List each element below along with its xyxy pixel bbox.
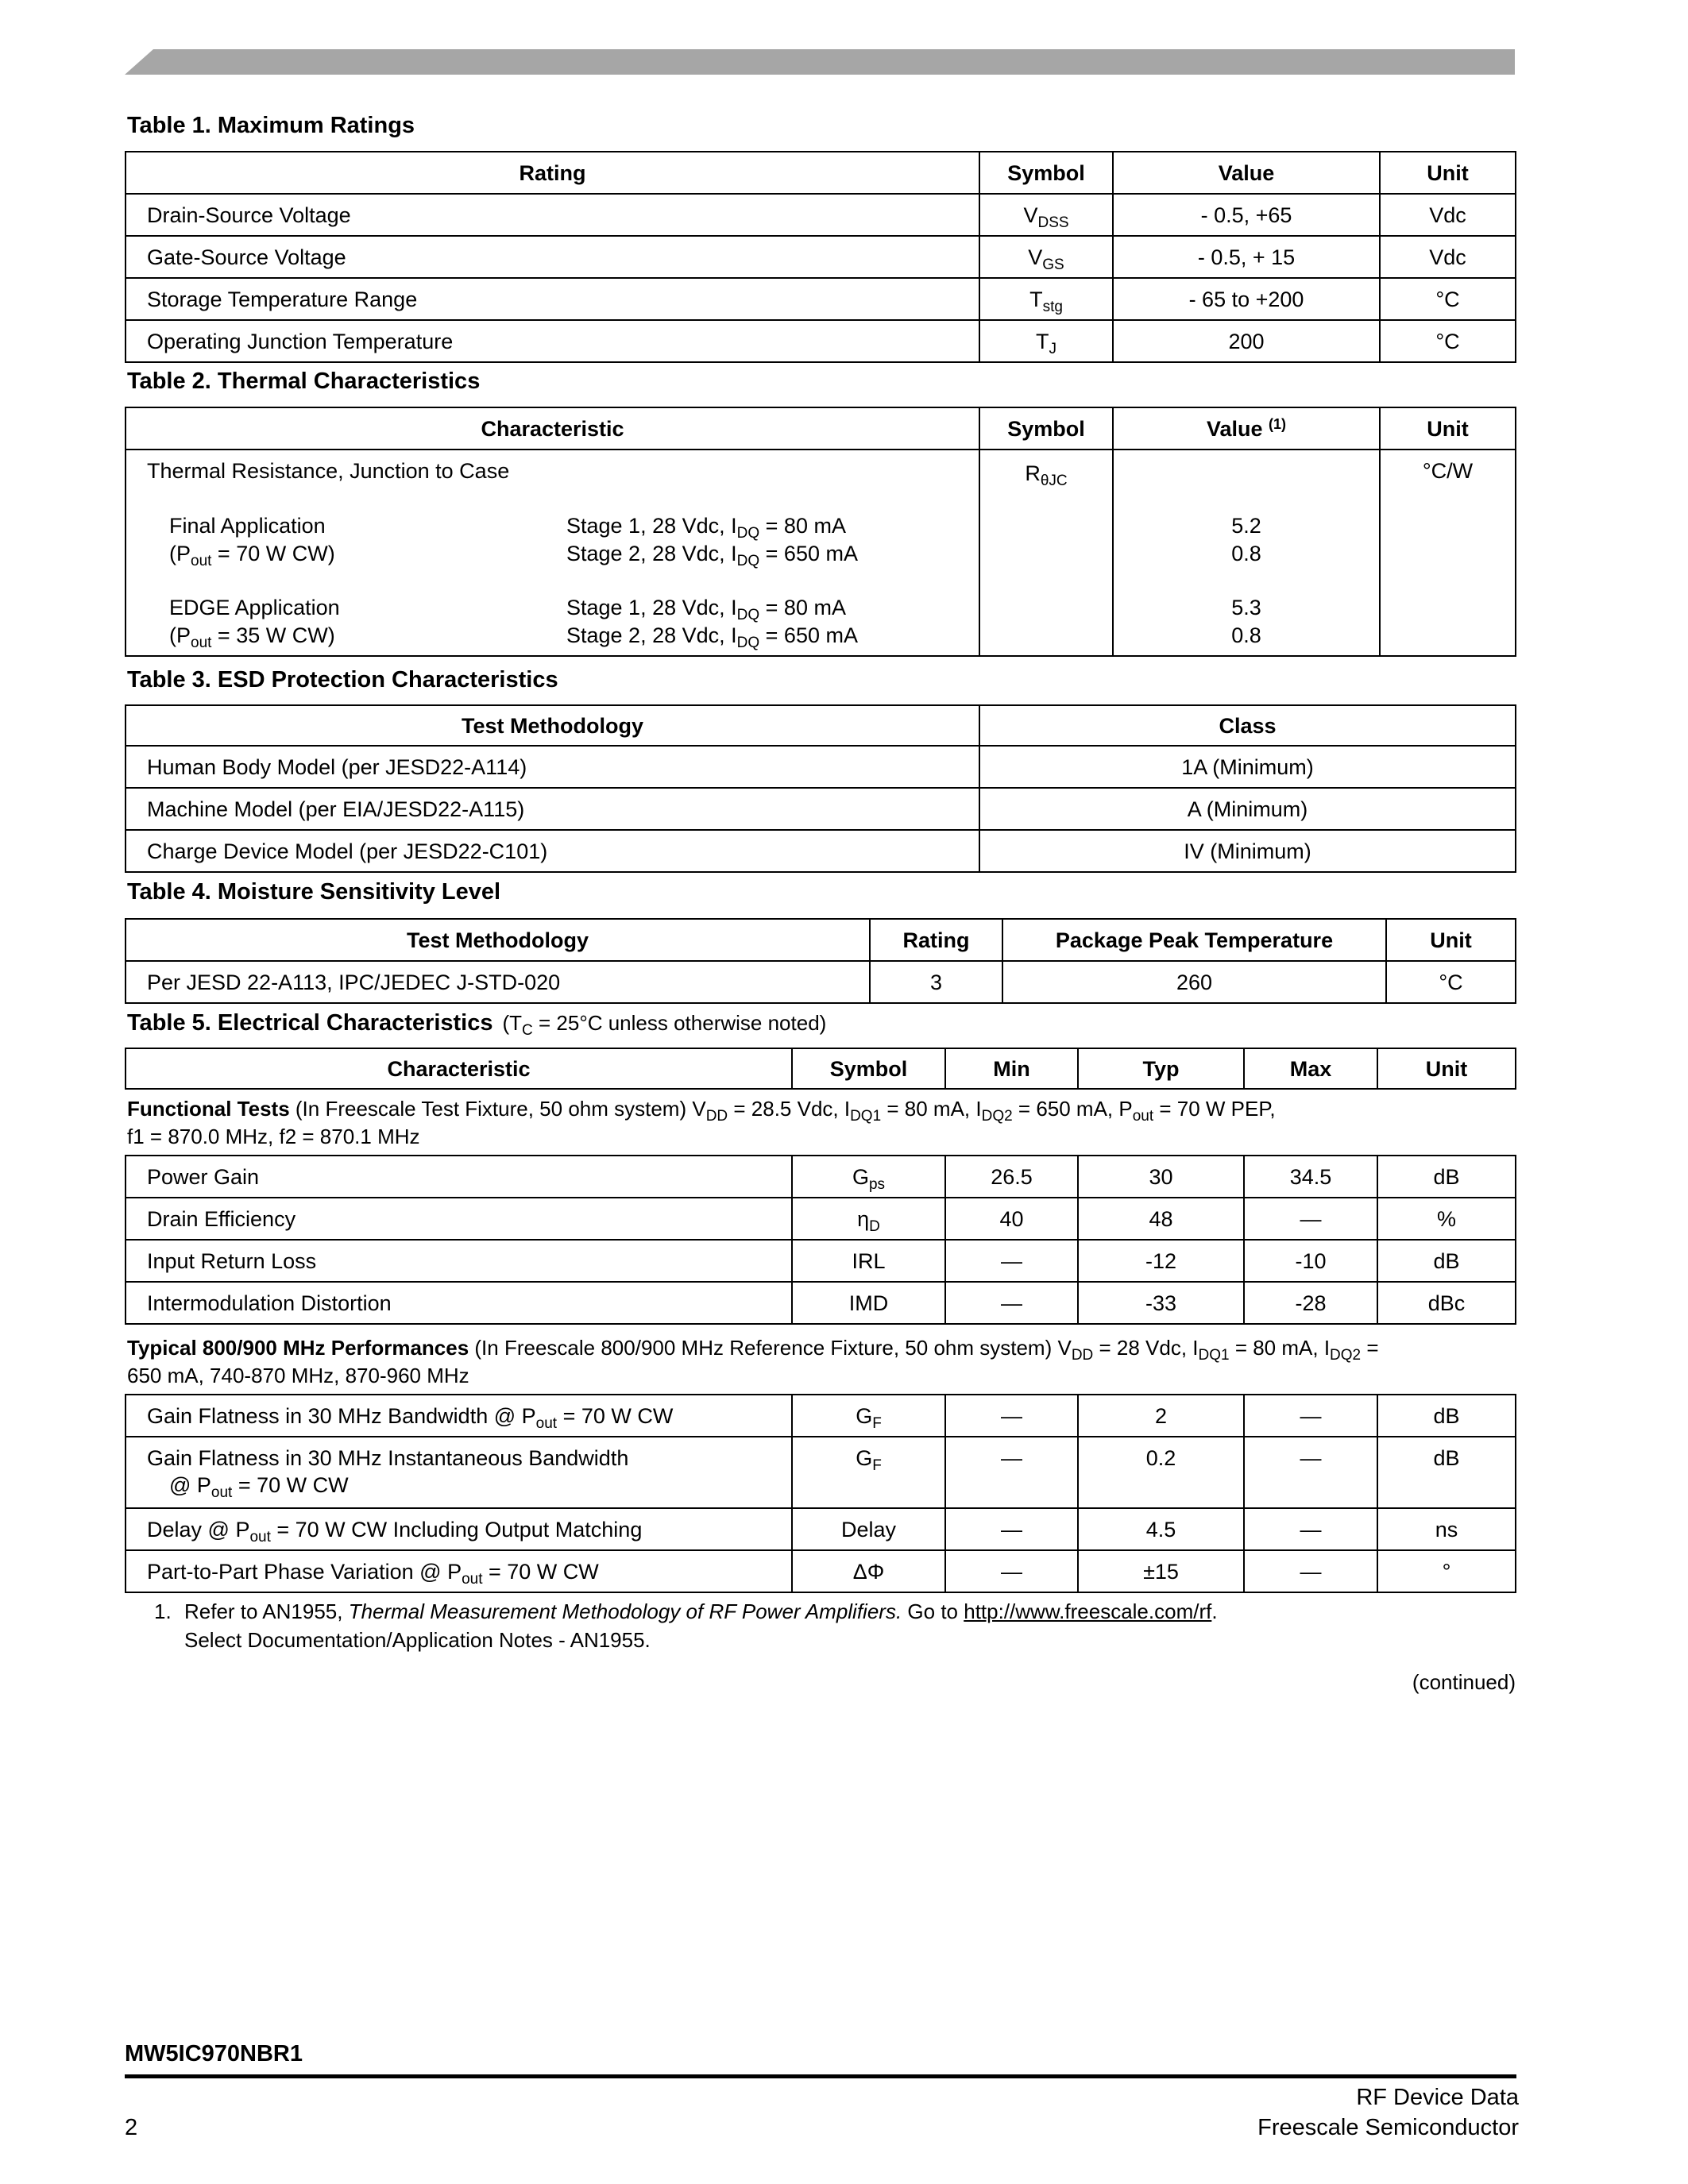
stage-2-label [566, 622, 858, 650]
note-text: (In Freescale 800/900 MHz Reference Fixture, 50 ohm system) V [469, 1336, 1072, 1360]
col-header-min: Min [945, 1048, 1078, 1089]
characteristic-subscript: out [535, 1415, 558, 1432]
unit-cell: °C [1380, 278, 1516, 320]
col-header-rating: Rating [870, 919, 1002, 961]
condition-subscript: C [522, 1022, 533, 1039]
note-subscript: DQ1 [850, 1108, 882, 1125]
unit-cell: dB [1377, 1395, 1516, 1437]
method-cell: Human Body Model (per JESD22-A114) [126, 746, 979, 788]
table-row [126, 1508, 1516, 1550]
table3-title: Table 3. ESD Protection Characteristics [127, 667, 558, 693]
symbol-text: G [856, 1446, 873, 1470]
value-cell: - 0.5, +65 [1113, 194, 1380, 236]
footnote-text: . [1211, 1599, 1218, 1623]
page-number: 2 [125, 2115, 138, 2140]
typ-cell: ±15 [1078, 1550, 1244, 1592]
symbol-cell [792, 1437, 945, 1508]
footnote-line-2: Select Documentation/Application Notes - AN1955. [184, 1628, 651, 1652]
table-row [126, 194, 1516, 236]
col-header-unit: Unit [1386, 919, 1516, 961]
note-text: = 650 mA, P [1012, 1097, 1133, 1121]
min-cell: — [945, 1550, 1078, 1592]
table-row [126, 961, 1516, 1003]
max-cell: -28 [1244, 1282, 1377, 1324]
method-cell: Machine Model (per EIA/JESD22-A115) [126, 788, 979, 830]
footer-line-2: Freescale Semiconductor [1257, 2115, 1519, 2140]
col-header-typ: Typ [1078, 1048, 1244, 1089]
table1-title: Table 1. Maximum Ratings [127, 113, 415, 138]
stage-text: = 650 mA [759, 623, 858, 647]
stage-2-label [566, 540, 858, 568]
final-pout-label [169, 540, 335, 568]
pout-subscript: out [191, 553, 212, 569]
symbol-cell [792, 1395, 945, 1437]
max-cell: — [1244, 1508, 1377, 1550]
characteristic-cell [126, 1395, 792, 1437]
value-cell: - 0.5, + 15 [1113, 236, 1380, 278]
note-subscript: DD [1071, 1347, 1094, 1364]
value-header-text: Value [1206, 416, 1263, 441]
esd-protection-table [125, 704, 1516, 873]
footer-rule [125, 2074, 1516, 2078]
col-header-test-methodology: Test Methodology [126, 919, 870, 961]
table2-title: Table 2. Thermal Characteristics [127, 369, 481, 394]
characteristic-subscript: out [211, 1484, 233, 1501]
table-row [126, 830, 1516, 872]
symbol-subscript: J [1049, 341, 1056, 357]
final-values [1114, 512, 1379, 568]
rating-cell: Gate-Source Voltage [126, 236, 979, 278]
unit-cell: dB [1377, 1156, 1516, 1198]
col-header-rating: Rating [126, 152, 979, 194]
col-header-characteristic: Characteristic [126, 407, 979, 450]
part-number: MW5IC970NBR1 [125, 2041, 303, 2066]
symbol-text: R [1025, 461, 1041, 485]
characteristic-text: = 70 W CW [482, 1560, 599, 1584]
table-header-row [126, 407, 1516, 450]
characteristic-cell: Input Return Loss [126, 1240, 792, 1282]
typ-cell: 48 [1078, 1198, 1244, 1240]
continued-label: (continued) [1412, 1670, 1516, 1694]
value-cell: - 65 to +200 [1113, 278, 1380, 320]
table-row [126, 236, 1516, 278]
col-header-package-peak-temperature: Package Peak Temperature [1002, 919, 1386, 961]
symbol-text: T [1029, 287, 1043, 311]
stage-subscript: DQ [736, 553, 760, 569]
freescale-rf-link[interactable]: http://www.freescale.com/rf [964, 1599, 1212, 1623]
unit-cell: °C [1386, 961, 1516, 1003]
typical-performances-line-2: 650 mA, 740-870 MHz, 870-960 MHz [127, 1364, 469, 1387]
characteristic-cell: Drain Efficiency [126, 1198, 792, 1240]
symbol-cell [979, 194, 1113, 236]
rating-cell: Storage Temperature Range [126, 278, 979, 320]
characteristic-subscript: out [249, 1529, 271, 1545]
symbol-cell: IRL [792, 1240, 945, 1282]
table5-title [127, 1010, 827, 1039]
table-row [126, 278, 1516, 320]
maximum-ratings-table [125, 151, 1516, 363]
typical-performances-line-1 [127, 1334, 1513, 1362]
characteristic-cell [126, 1508, 792, 1550]
note-text: = [1361, 1336, 1379, 1360]
unit-cell: dB [1377, 1437, 1516, 1508]
pout-text: (P [169, 542, 191, 565]
footnote-number: 1. [154, 1599, 172, 1623]
characteristic-cell: Power Gain [126, 1156, 792, 1198]
stage-1-label [566, 512, 858, 540]
symbol-text: V [1023, 203, 1038, 227]
max-cell: — [1244, 1198, 1377, 1240]
table-row [126, 450, 1516, 656]
characteristic-text: @ P [169, 1473, 211, 1497]
symbol-cell [979, 236, 1113, 278]
table-row [126, 1550, 1516, 1592]
footnote-text: Go to [902, 1599, 964, 1623]
rating-cell: Drain-Source Voltage [126, 194, 979, 236]
unit-cell: ns [1377, 1508, 1516, 1550]
table-row [126, 1156, 1516, 1198]
col-header-class: Class [979, 705, 1516, 746]
symbol-subscript: F [872, 1415, 882, 1432]
symbol-cell [792, 1198, 945, 1240]
symbol-cell [979, 450, 1113, 656]
pout-text: = 35 W CW) [211, 623, 335, 647]
thermal-resistance-label: Thermal Resistance, Junction to Case [147, 459, 510, 483]
col-header-value: Value [1113, 152, 1380, 194]
table-row [126, 1240, 1516, 1282]
col-header-test-methodology: Test Methodology [126, 705, 979, 746]
functional-tests-note [127, 1095, 1513, 1151]
min-cell: 26.5 [945, 1156, 1078, 1198]
note-subscript: DD [705, 1108, 728, 1125]
symbol-subscript: stg [1042, 299, 1063, 315]
pout-text: = 70 W CW) [211, 542, 335, 565]
table-row [126, 1437, 1516, 1508]
table-row [126, 746, 1516, 788]
typical-performances-note [127, 1334, 1513, 1390]
edge-application-label: EDGE Application [169, 596, 340, 619]
characteristic-subscript: out [462, 1571, 483, 1588]
characteristic-text: = 70 W CW [557, 1404, 674, 1428]
edge-pout-label [169, 622, 340, 650]
max-cell: — [1244, 1395, 1377, 1437]
unit-cell: Vdc [1380, 236, 1516, 278]
symbol-cell [979, 320, 1113, 362]
symbol-cell [979, 278, 1113, 320]
table-header-row [126, 705, 1516, 746]
characteristic-text: = 70 W CW [232, 1473, 349, 1497]
typ-cell: 2 [1078, 1395, 1244, 1437]
symbol-text: G [856, 1404, 873, 1428]
symbol-subscript: F [872, 1457, 882, 1474]
final-application-label: Final Application [169, 514, 326, 538]
stage-text: Stage 1, 28 Vdc, I [566, 514, 737, 538]
final-application-block [169, 512, 335, 568]
class-cell: IV (Minimum) [979, 830, 1516, 872]
functional-tests-heading: Functional Tests [127, 1097, 290, 1121]
unit-cell: dB [1377, 1240, 1516, 1282]
value-text: 5.3 [1231, 596, 1261, 619]
min-cell: — [945, 1437, 1078, 1508]
stage-text: Stage 2, 28 Vdc, I [566, 542, 737, 565]
pout-text: (P [169, 623, 191, 647]
table-header-row [126, 152, 1516, 194]
symbol-text: V [1028, 245, 1043, 269]
table4-title: Table 4. Moisture Sensitivity Level [127, 879, 501, 905]
unit-cell: dBc [1377, 1282, 1516, 1324]
characteristic-text: Part-to-Part Phase Variation @ P [147, 1560, 462, 1584]
pout-subscript: out [191, 635, 212, 651]
col-header-unit: Unit [1380, 152, 1516, 194]
value-text: 5.2 [1231, 514, 1261, 538]
col-header-unit: Unit [1380, 407, 1516, 450]
final-stage-block [566, 512, 858, 568]
electrical-characteristics-header-table [125, 1048, 1516, 1090]
stage-1-label [566, 594, 858, 622]
value-cell: 200 [1113, 320, 1380, 362]
symbol-text: G [852, 1165, 869, 1189]
note-text: = 28 Vdc, I [1093, 1336, 1199, 1360]
col-header-symbol: Symbol [979, 407, 1113, 450]
unit-cell: ° [1377, 1550, 1516, 1592]
footer-publisher [1257, 2082, 1519, 2143]
typical-performances-heading: Typical 800/900 MHz Performances [127, 1336, 469, 1360]
footnote-ref: (1) [1269, 415, 1287, 432]
min-cell: — [945, 1282, 1078, 1324]
footnote-title: Thermal Measurement Methodology of RF Power Amplifiers. [348, 1599, 902, 1623]
max-cell: 34.5 [1244, 1156, 1377, 1198]
functional-tests-line-2: f1 = 870.0 MHz, f2 = 870.1 MHz [127, 1125, 420, 1148]
stage-text: Stage 2, 28 Vdc, I [566, 623, 737, 647]
functional-tests-line-1 [127, 1095, 1513, 1123]
symbol-cell: ΔΦ [792, 1550, 945, 1592]
unit-cell: Vdc [1380, 194, 1516, 236]
table-row [126, 1282, 1516, 1324]
stage-text: = 80 mA [759, 514, 846, 538]
col-header-value [1113, 407, 1380, 450]
note-subscript: DQ2 [1330, 1347, 1362, 1364]
table5-title-text: Table 5. Electrical Characteristics [127, 1010, 493, 1036]
table-row [126, 1198, 1516, 1240]
edge-stage-block [566, 594, 858, 650]
note-subscript: DQ1 [1198, 1347, 1230, 1364]
symbol-text: η [857, 1207, 870, 1231]
unit-cell: °C/W [1380, 450, 1516, 656]
characteristic-cell [126, 450, 979, 656]
table-header-row [126, 919, 1516, 961]
thermal-characteristics-table [125, 407, 1516, 657]
rating-cell: 3 [870, 961, 1002, 1003]
min-cell: — [945, 1508, 1078, 1550]
stage-text: Stage 1, 28 Vdc, I [566, 596, 737, 619]
footnote-line-1 [184, 1597, 1511, 1626]
characteristic-text: Delay @ P [147, 1518, 250, 1542]
class-cell: 1A (Minimum) [979, 746, 1516, 788]
typical-performances-table [125, 1394, 1516, 1593]
condition-text: = 25°C unless otherwise noted) [532, 1011, 827, 1035]
symbol-subscript: D [869, 1218, 880, 1235]
condition-text: (T [502, 1011, 523, 1035]
col-header-symbol: Symbol [792, 1048, 945, 1089]
temperature-cell: 260 [1002, 961, 1386, 1003]
class-cell: A (Minimum) [979, 788, 1516, 830]
symbol-cell: Delay [792, 1508, 945, 1550]
col-header-max: Max [1244, 1048, 1377, 1089]
value-text: 0.8 [1231, 542, 1261, 565]
characteristic-cell: Intermodulation Distortion [126, 1282, 792, 1324]
footnote-text: Refer to AN1955, [184, 1599, 349, 1623]
characteristic-line-2 [147, 1472, 783, 1499]
table-header-row [126, 1048, 1516, 1089]
stage-subscript: DQ [736, 525, 760, 542]
max-cell: — [1244, 1437, 1377, 1508]
value-cell [1113, 450, 1380, 656]
unit-cell: % [1377, 1198, 1516, 1240]
table5-condition [502, 1011, 827, 1039]
typ-cell: -12 [1078, 1240, 1244, 1282]
edge-values [1114, 594, 1379, 650]
note-subscript: DQ2 [981, 1108, 1013, 1125]
note-text: = 28.5 Vdc, I [728, 1097, 851, 1121]
moisture-sensitivity-table [125, 918, 1516, 1004]
symbol-subscript: DSS [1037, 214, 1069, 231]
stage-text: = 650 mA [759, 542, 858, 565]
min-cell: — [945, 1395, 1078, 1437]
stage-subscript: DQ [736, 635, 760, 651]
footnote [184, 1597, 1511, 1654]
max-cell: -10 [1244, 1240, 1377, 1282]
note-text: = 80 mA, I [881, 1097, 982, 1121]
col-header-symbol: Symbol [979, 152, 1113, 194]
method-cell: Charge Device Model (per JESD22-C101) [126, 830, 979, 872]
typ-cell: 30 [1078, 1156, 1244, 1198]
typ-cell: 0.2 [1078, 1437, 1244, 1508]
note-text: = 80 mA, I [1229, 1336, 1331, 1360]
unit-cell: °C [1380, 320, 1516, 362]
symbol-cell: IMD [792, 1282, 945, 1324]
col-header-unit: Unit [1377, 1048, 1516, 1089]
header-bar [125, 49, 1515, 75]
min-cell: 40 [945, 1198, 1078, 1240]
footer-line-1: RF Device Data [1356, 2085, 1519, 2110]
note-text: (In Freescale Test Fixture, 50 ohm system) V [289, 1097, 706, 1121]
symbol-text: T [1036, 330, 1049, 353]
stage-text: = 80 mA [759, 596, 846, 619]
table-row [126, 1395, 1516, 1437]
col-header-characteristic: Characteristic [126, 1048, 792, 1089]
method-cell: Per JESD 22-A113, IPC/JEDEC J-STD-020 [126, 961, 870, 1003]
symbol-subscript: θJC [1040, 473, 1068, 489]
table-row [126, 320, 1516, 362]
symbol-subscript: ps [868, 1176, 886, 1193]
max-cell: — [1244, 1550, 1377, 1592]
symbol-cell [792, 1156, 945, 1198]
typ-cell: 4.5 [1078, 1508, 1244, 1550]
table-row [126, 788, 1516, 830]
note-text: = 70 W PEP, [1153, 1097, 1276, 1121]
value-text: 0.8 [1231, 623, 1261, 647]
symbol-subscript: GS [1042, 257, 1064, 273]
characteristic-text: Gain Flatness in 30 MHz Bandwidth @ P [147, 1404, 536, 1428]
stage-subscript: DQ [736, 607, 760, 623]
characteristic-cell [126, 1437, 792, 1508]
rating-cell: Operating Junction Temperature [126, 320, 979, 362]
note-subscript: out [1132, 1108, 1154, 1125]
min-cell: — [945, 1240, 1078, 1282]
characteristic-cell [126, 1550, 792, 1592]
functional-tests-table [125, 1155, 1516, 1325]
typ-cell: -33 [1078, 1282, 1244, 1324]
characteristic-text: Gain Flatness in 30 MHz Instantaneous Bandwidth [147, 1446, 629, 1470]
characteristic-text: = 70 W CW Including Output Matching [270, 1518, 643, 1542]
edge-application-block [169, 594, 340, 650]
